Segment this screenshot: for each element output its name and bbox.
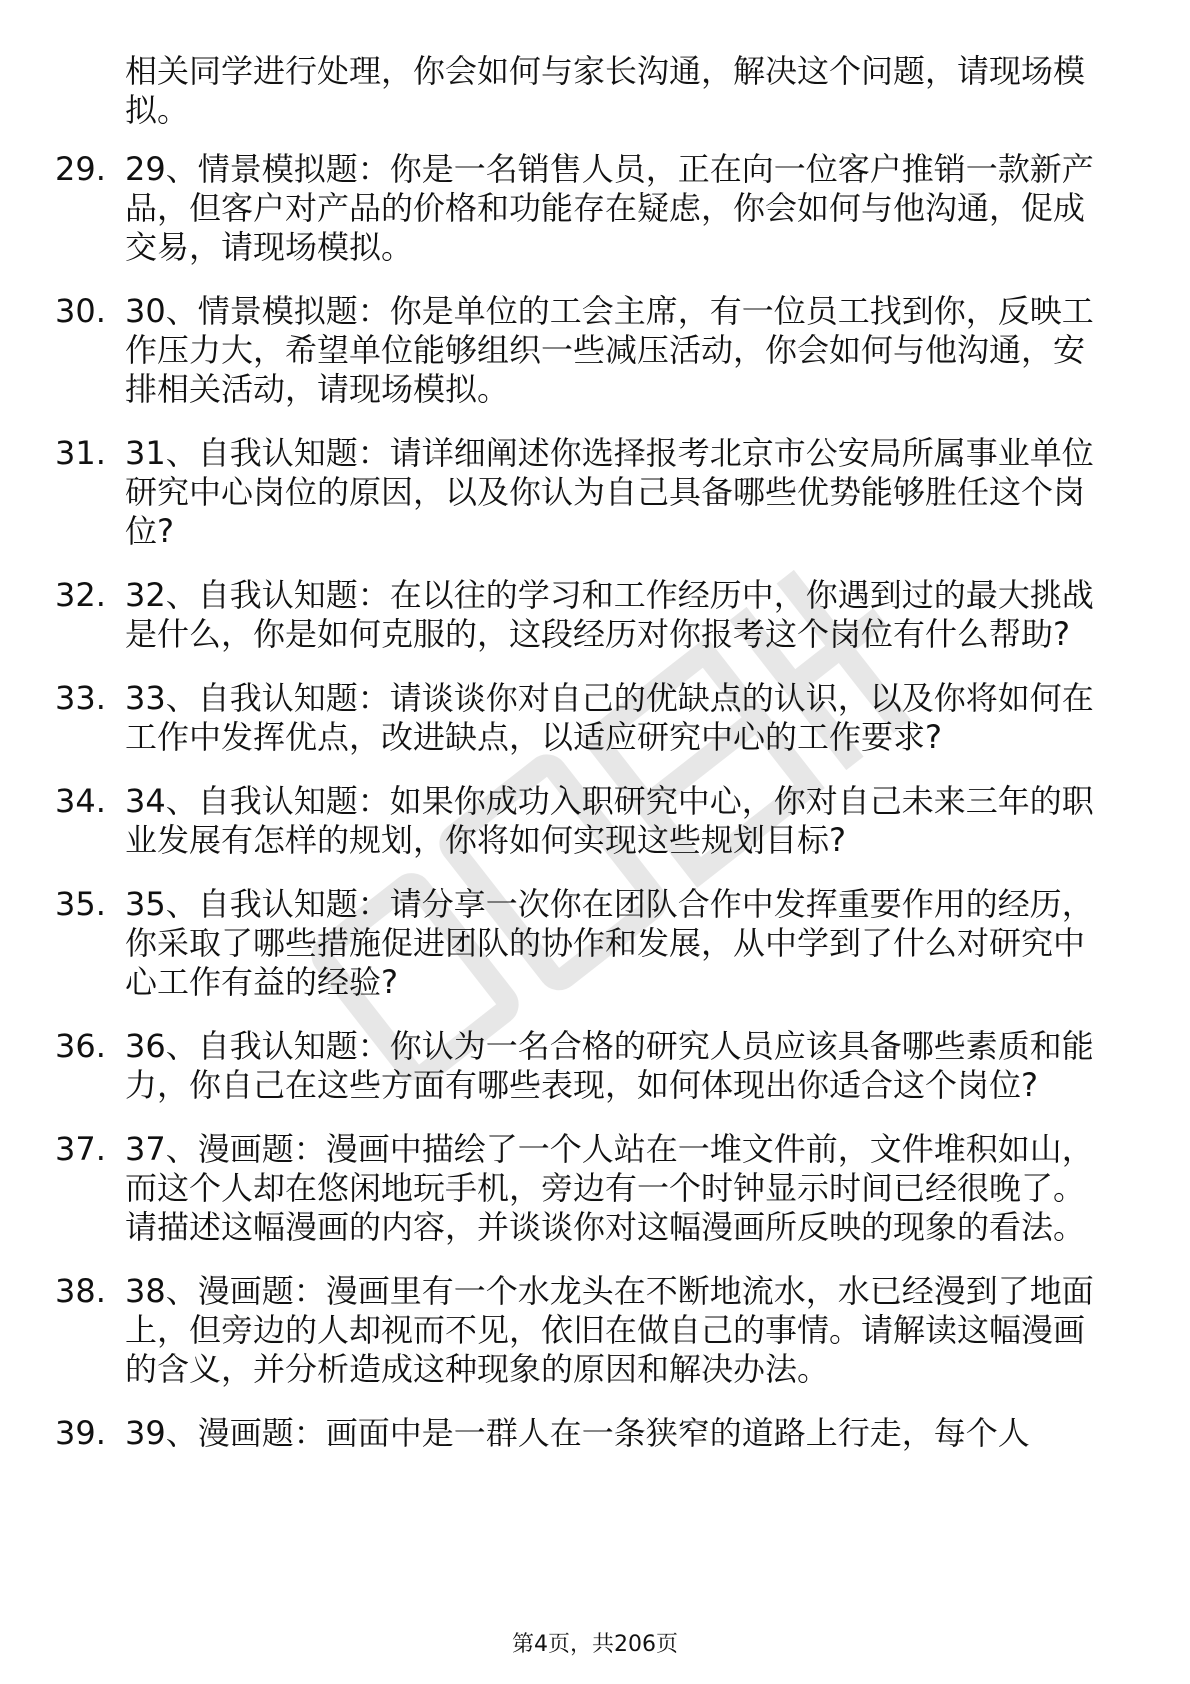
question-text: 38、漫画题：漫画里有一个水龙头在不断地流水，水已经漫到了地面上，但旁边的人却视而不见，依旧在做自己的事情。请解读这幅漫画的含义，并分析造成这种现象的原因和解决办法。 [125, 1272, 1094, 1388]
question-text: 33、自我认知题：请谈谈你对自己的优缺点的认识，以及你将如何在工作中发挥优点，改进缺点，以适应研究中心的工作要求? [125, 679, 1094, 756]
question-text: 32、自我认知题：在以往的学习和工作经历中，你遇到过的最大挑战是什么，你是如何克服的，这段经历对你报考这个岗位有什么帮助? [125, 576, 1094, 653]
question-number: 32. [55, 576, 106, 614]
question-number: 31. [55, 434, 106, 472]
question-number: 38. [55, 1272, 106, 1310]
continuation-text: 相关同学进行处理，你会如何与家长沟通，解决这个问题，请现场模拟。 [125, 52, 1086, 129]
question-number: 33. [55, 679, 106, 717]
question-number: 37. [55, 1130, 106, 1168]
question-item [0, 292, 1115, 409]
question-item [0, 1130, 1115, 1247]
question-number: 35. [55, 885, 106, 923]
question-text: 30、情景模拟题：你是单位的工会主席，有一位员工找到你，反映工作压力大，希望单位能够组织一些减压活动，你会如何与他沟通，安排相关活动，请现场模拟。 [125, 292, 1094, 408]
question-number: 29. [55, 150, 106, 188]
question-item [0, 434, 1115, 551]
question-number: 34. [55, 782, 106, 820]
question-list [0, 150, 1190, 1478]
question-item [0, 1414, 1115, 1453]
question-text: 36、自我认知题：你认为一名合格的研究人员应该具备哪些素质和能力，你自己在这些方面有哪些表现，如何体现出你适合这个岗位? [125, 1027, 1094, 1104]
question-item [0, 150, 1115, 267]
question-item [0, 885, 1115, 1002]
question-text: 34、自我认知题：如果你成功入职研究中心，你对自己未来三年的职业发展有怎样的规划，你将如何实现这些规划目标? [125, 782, 1094, 859]
question-text: 31、自我认知题：请详细阐述你选择报考北京市公安局所属事业单位研究中心岗位的原因，以及你认为自己具备哪些优势能够胜任这个岗位? [125, 434, 1094, 550]
question-number: 36. [55, 1027, 106, 1065]
question-item [0, 1027, 1115, 1105]
question-text: 37、漫画题：漫画中描绘了一个人站在一堆文件前，文件堆积如山，而这个人却在悠闲地玩手机，旁边有一个时钟显示时间已经很晚了。请描述这幅漫画的内容，并谈谈你对这幅漫画所反映的现象的看法。 [125, 1130, 1094, 1246]
question-item [0, 576, 1115, 654]
question-item [0, 782, 1115, 860]
question-text: 29、情景模拟题：你是一名销售人员，正在向一位客户推销一款新产品，但客户对产品的价格和功能存在疑虑，你会如何与他沟通，促成交易，请现场模拟。 [125, 150, 1094, 266]
question-item [0, 679, 1115, 757]
question-number: 30. [55, 292, 106, 330]
question-item [0, 1272, 1115, 1389]
question-text: 35、自我认知题：请分享一次你在团队合作中发挥重要作用的经历，你采取了哪些措施促进团队的协作和发展，从中学到了什么对研究中心工作有益的经验? [125, 885, 1094, 1001]
question-number: 39. [55, 1414, 106, 1452]
page-footer: 第4页，共206页 [512, 1632, 678, 1657]
question-text: 39、漫画题：画面中是一群人在一条狭窄的道路上行走，每个人 [125, 1414, 1030, 1452]
